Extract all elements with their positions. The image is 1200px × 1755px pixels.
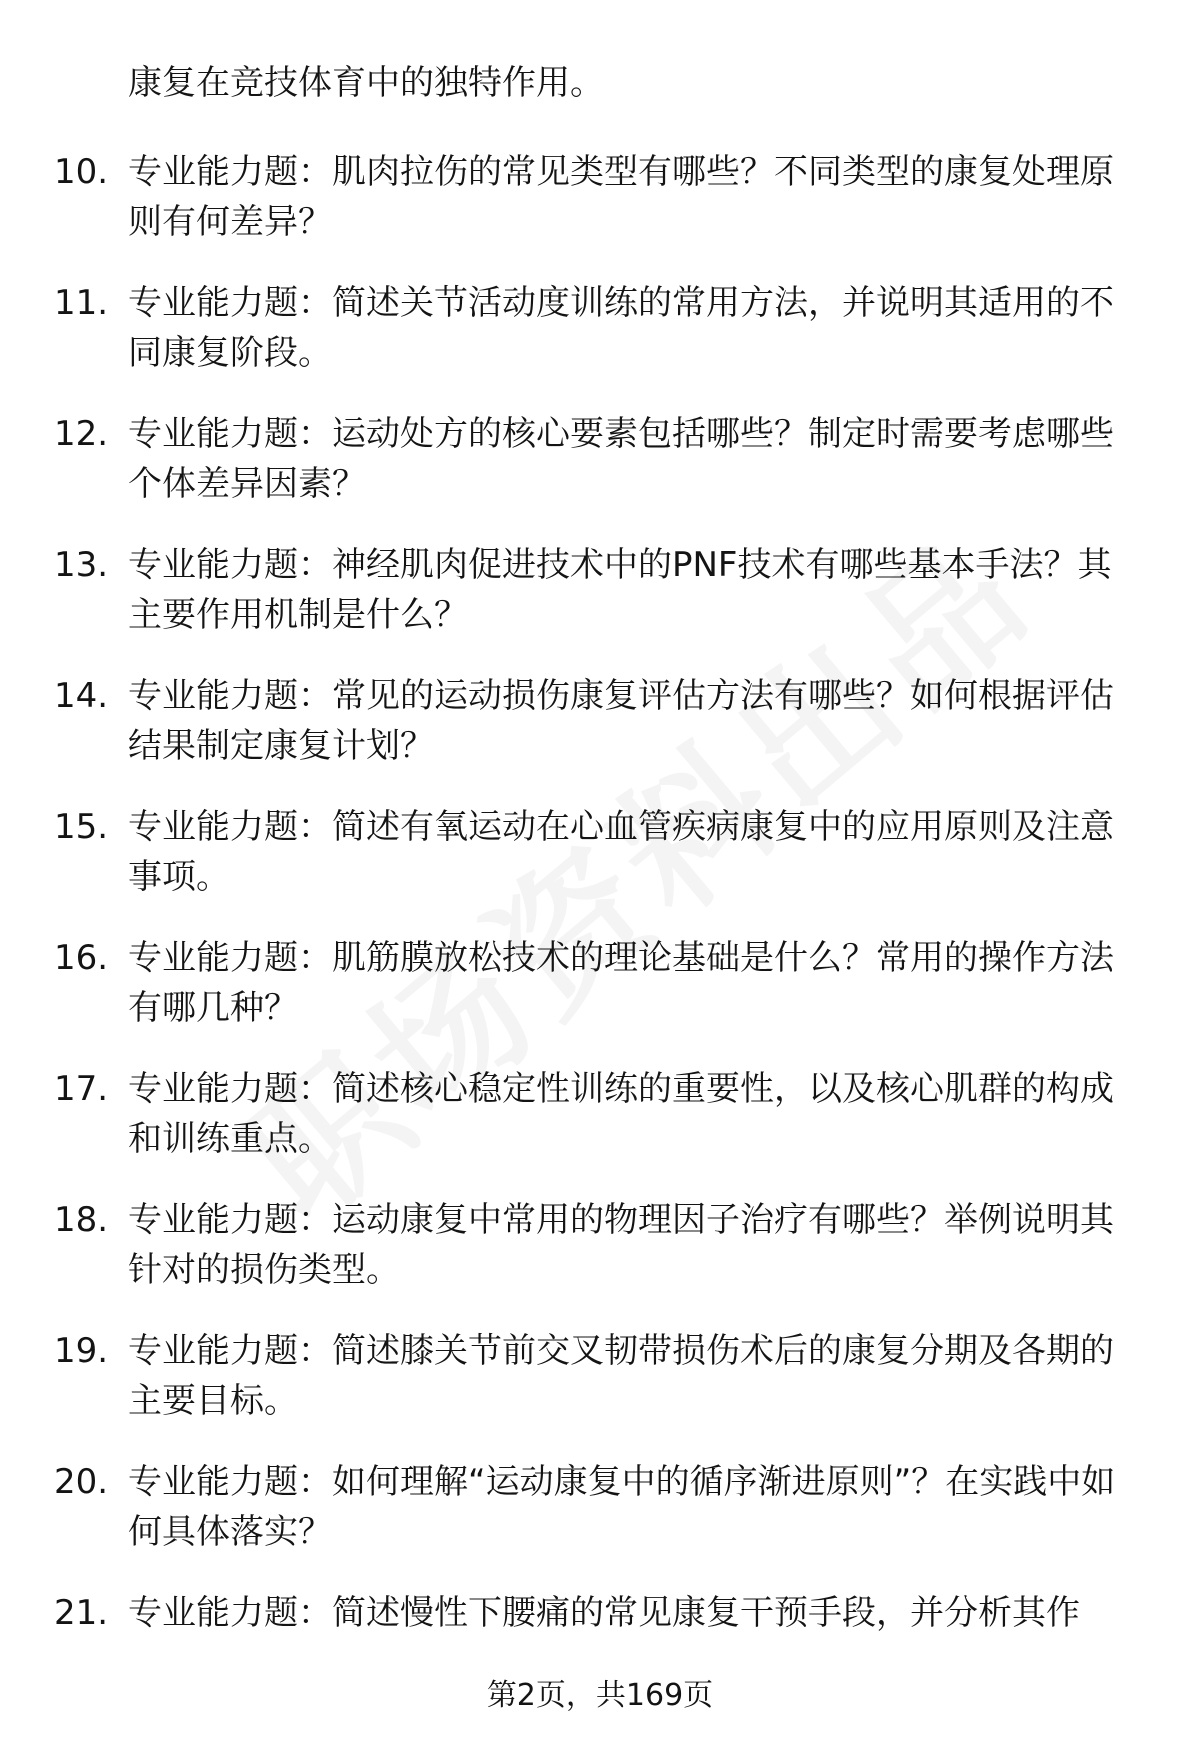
question-number: 16.: [54, 938, 109, 978]
list-item: [0, 278, 1200, 409]
question-text: 专业能力题：常见的运动损伤康复评估方法有哪些？如何根据评估结果制定康复计划？: [128, 676, 1114, 766]
question-text: 专业能力题：简述关节活动度训练的常用方法，并说明其适用的不同康复阶段。: [128, 283, 1114, 373]
question-number: 12.: [54, 414, 109, 454]
question-number: 19.: [54, 1331, 109, 1371]
question-number: 17.: [54, 1069, 109, 1109]
question-number: 15.: [54, 807, 109, 847]
question-list: [0, 147, 1200, 1719]
question-number: 10.: [54, 152, 109, 192]
question-text: 专业能力题：简述有氧运动在心血管疾病康复中的应用原则及注意事项。: [128, 807, 1114, 897]
list-item: [0, 409, 1200, 540]
question-number: 21.: [54, 1593, 109, 1633]
question-number: 20.: [54, 1462, 109, 1502]
question-text: 专业能力题：肌肉拉伤的常见类型有哪些？不同类型的康复处理原则有何差异？: [128, 152, 1114, 242]
question-text: 专业能力题：简述膝关节前交叉韧带损伤术后的康复分期及各期的主要目标。: [128, 1331, 1114, 1421]
list-item: [0, 1326, 1200, 1457]
list-item: [0, 1195, 1200, 1326]
list-item: [0, 802, 1200, 933]
question-text: 专业能力题：神经肌肉促进技术中的PNF技术有哪些基本手法？其主要作用机制是什么？: [128, 545, 1112, 635]
question-number: 11.: [54, 283, 109, 323]
list-item: [0, 1064, 1200, 1195]
question-text: 专业能力题：如何理解“运动康复中的循序渐进原则”？在实践中如何具体落实？: [128, 1462, 1116, 1552]
list-item: [0, 671, 1200, 802]
question-number: 18.: [54, 1200, 109, 1240]
list-item: [0, 147, 1200, 278]
question-number: 14.: [54, 676, 109, 716]
question-text: 专业能力题：简述慢性下腰痛的常见康复干预手段，并分析其作: [128, 1593, 1080, 1633]
list-item: [0, 540, 1200, 671]
list-item: [0, 1457, 1200, 1588]
question-text: 专业能力题：简述核心稳定性训练的重要性，以及核心肌群的构成和训练重点。: [128, 1069, 1114, 1159]
carry-over-text: 康复在竞技体育中的独特作用。: [128, 63, 604, 103]
question-text: 专业能力题：运动处方的核心要素包括哪些？制定时需要考虑哪些个体差异因素？: [128, 414, 1114, 504]
page-footer: 第2页，共169页: [486, 1678, 714, 1713]
question-number: 13.: [54, 545, 109, 585]
question-text: 专业能力题：运动康复中常用的物理因子治疗有哪些？举例说明其针对的损伤类型。: [128, 1200, 1114, 1290]
question-text: 专业能力题：肌筋膜放松技术的理论基础是什么？常用的操作方法有哪几种？: [128, 938, 1114, 1028]
list-item: [0, 933, 1200, 1064]
